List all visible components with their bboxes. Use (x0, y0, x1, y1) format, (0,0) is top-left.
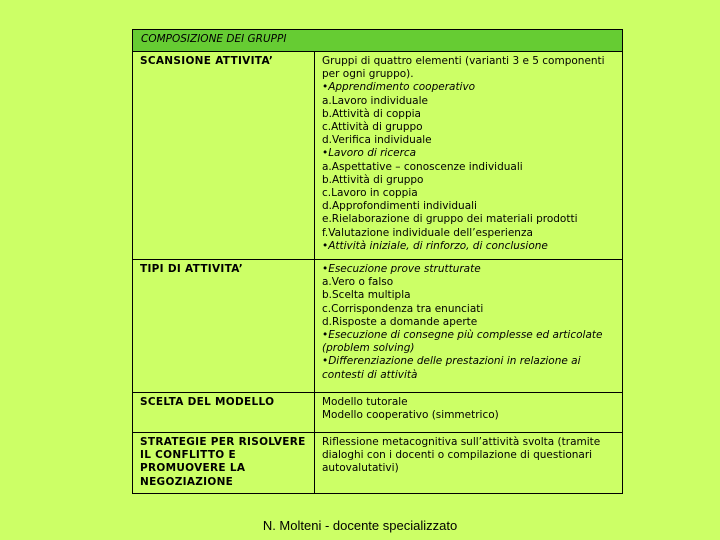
content-line: d.Risposte a domande aperte (322, 315, 478, 328)
table-title: COMPOSIZIONE DEI GRUPPI (133, 30, 623, 52)
content-line: •Differenziazione delle prestazioni in relazione ai contesti di attività (322, 355, 581, 381)
row-label: STRATEGIE PER RISOLVERE IL CONFLITTO E PROMUOVERE LA NEGOZIAZIONE (133, 433, 315, 494)
content-line: b.Scelta multipla (322, 289, 411, 302)
content-line: Modello cooperativo (simmetrico) (322, 409, 499, 422)
content-line: •Apprendimento cooperativo (322, 81, 476, 94)
groups-table (132, 29, 623, 494)
content-line: •Lavoro di ricerca (322, 147, 417, 160)
content-line: a.Vero o falso (322, 276, 394, 289)
row-content (315, 433, 623, 494)
content-line: •Attività iniziale, di rinforzo, di conclusione (322, 239, 548, 252)
content-line: b.Attività di coppia (322, 107, 421, 120)
content-line: c.Lavoro in coppia (322, 187, 418, 200)
row-label: SCELTA DEL MODELLO (133, 393, 315, 433)
content-line: a.Aspettative – conoscenze individuali (322, 160, 523, 173)
content-line: f.Valutazione individuale dell’esperienza (322, 226, 533, 239)
content-line: •Esecuzione di consegne più complesse ed articolate (problem solving) (322, 329, 603, 355)
content-line: c.Corrispondenza tra enunciati (322, 302, 484, 315)
content-line: a.Lavoro individuale (322, 94, 428, 107)
content-line: e.Rielaborazione di gruppo dei materiali prodotti (322, 213, 578, 226)
content-line: •Esecuzione prove strutturate (322, 263, 481, 275)
row-content (315, 393, 623, 433)
content-line: b.Attività di gruppo (322, 173, 424, 186)
table-row (133, 433, 623, 494)
row-label: SCANSIONE ATTIVITA’ (133, 52, 315, 260)
table-row (133, 393, 623, 433)
row-content (315, 260, 623, 393)
content-line: Modello tutorale (322, 396, 408, 408)
content-line: Gruppi di quattro elementi (varianti 3 e 5 componenti per ogni gruppo). (322, 55, 605, 81)
content-line: d.Approfondimenti individuali (322, 200, 477, 213)
content-line: Riflessione metacognitiva sull’attività svolta (tramite dialoghi con i docenti o compilazione di questionari autovalutativi) (322, 436, 601, 475)
footer-author: N. Molteni - docente specializzato (262, 518, 458, 533)
content-line: d.Verifica individuale (322, 134, 432, 147)
table-header-row (133, 30, 623, 52)
table-row (133, 52, 623, 260)
row-content (315, 52, 623, 260)
content-line: c.Attività di gruppo (322, 121, 423, 134)
row-label: TIPI DI ATTIVITA’ (133, 260, 315, 393)
table-row (133, 260, 623, 393)
